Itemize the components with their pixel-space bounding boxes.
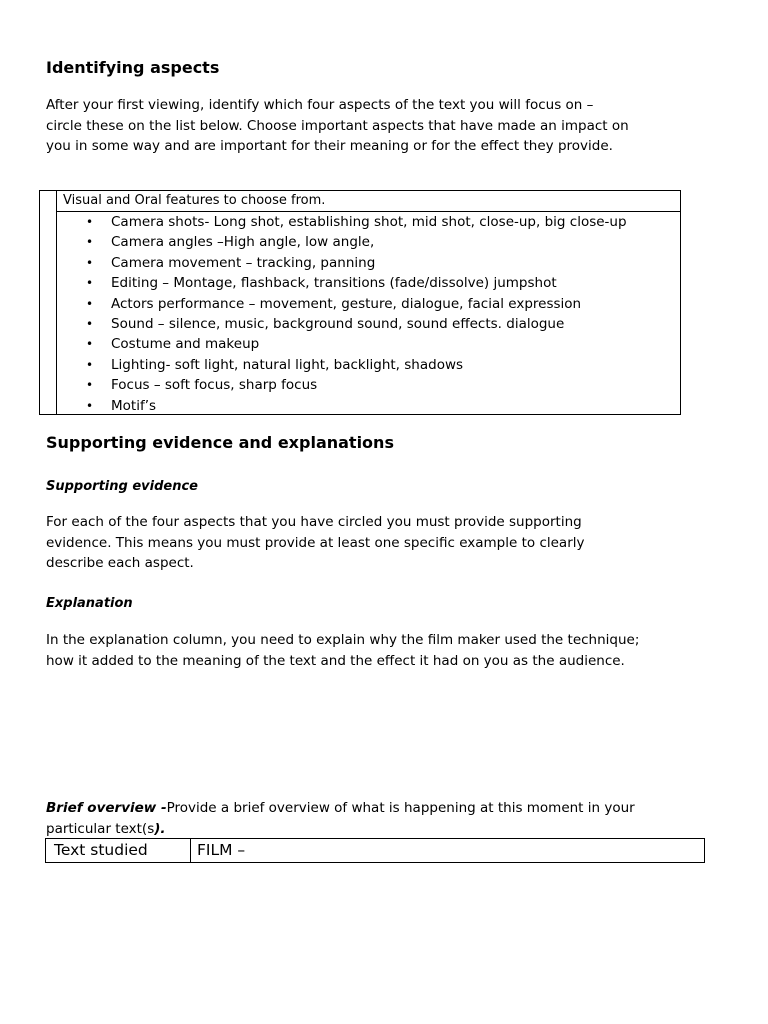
- bullet-icon: •: [86, 255, 94, 270]
- features-table-header: Visual and Oral features to choose from.: [57, 191, 680, 212]
- features-table-left-column: [40, 191, 57, 414]
- text-studied-table: [45, 838, 705, 863]
- explanation-paragraph: [46, 630, 639, 671]
- heading-supporting-evidence-explanations: Supporting evidence and explanations: [46, 433, 394, 452]
- bullet-icon: •: [86, 357, 94, 372]
- list-item-text: Costume and makeup: [111, 336, 260, 353]
- list-item-text: Sound – silence, music, background sound, sound effects. dialogue: [111, 315, 565, 332]
- brief-overview-text: Provide a brief overview of what is happening at this moment in your: [166, 800, 635, 816]
- list-item-text: Actors performance – movement, gesture, dialogue, facial expression: [111, 295, 582, 312]
- evidence-line: describe each aspect.: [46, 555, 194, 571]
- bullet-icon: •: [86, 215, 94, 229]
- intro-line: circle these on the list below. Choose important aspects that have made an impact on: [46, 117, 629, 134]
- brief-overview-end: ).: [154, 820, 166, 837]
- list-item: [57, 355, 680, 375]
- evidence-line: For each of the four aspects that you have circled you must provide supporting: [46, 514, 582, 530]
- list-item-text: Lighting- soft light, natural light, backlight, shadows: [111, 356, 464, 373]
- list-item-text: Focus – soft focus, sharp focus: [111, 377, 318, 394]
- list-item: [57, 396, 680, 416]
- list-item: [57, 232, 680, 252]
- list-item: [57, 253, 680, 273]
- bullet-icon: •: [86, 235, 94, 250]
- bullet-icon: •: [86, 316, 94, 331]
- list-item-text: Editing – Montage, flashback, transitions (fade/dissolve) jumpshot: [111, 275, 557, 292]
- brief-overview-dash: -: [156, 800, 167, 816]
- list-item-text: Camera movement – tracking, panning: [111, 254, 376, 271]
- features-list: [57, 212, 680, 416]
- evidence-paragraph: [46, 512, 584, 574]
- subheading-explanation: Explanation: [46, 596, 133, 611]
- heading-identifying-aspects: Identifying aspects: [46, 58, 220, 77]
- features-table: [39, 190, 681, 415]
- bullet-icon: •: [86, 378, 94, 393]
- brief-overview-text: particular text(s: [46, 820, 155, 837]
- text-studied-value: FILM –: [197, 841, 246, 859]
- evidence-line: evidence. This means you must provide at least one specific example to clearly: [46, 534, 585, 551]
- bullet-icon: •: [86, 337, 94, 352]
- list-item-text: Camera angles –High angle, low angle,: [111, 234, 375, 251]
- bullet-icon: •: [86, 398, 94, 413]
- intro-line: you in some way and are important for their meaning or for the effect they provide.: [46, 138, 613, 154]
- bullet-icon: •: [86, 276, 94, 291]
- list-item: [57, 273, 680, 293]
- brief-overview: [46, 798, 635, 839]
- list-item: [57, 375, 680, 395]
- explanation-line: In the explanation column, you need to explain why the film maker used the technique;: [46, 632, 640, 648]
- list-item: [57, 314, 680, 334]
- brief-overview-label: Brief overview: [46, 800, 157, 816]
- list-item-text: Motif’s: [111, 397, 157, 414]
- explanation-line: how it added to the meaning of the text and the effect it had on you as the audience.: [46, 652, 625, 669]
- intro-paragraph: [46, 95, 629, 157]
- subheading-supporting-evidence: Supporting evidence: [46, 479, 198, 494]
- list-item-text: Camera shots- Long shot, establishing shot, mid shot, close-up, big close-up: [111, 214, 627, 230]
- intro-line: After your first viewing, identify which four aspects of the text you will focus on –: [46, 97, 594, 113]
- list-item: [57, 294, 680, 314]
- list-item: [57, 212, 680, 232]
- bullet-icon: •: [86, 296, 94, 311]
- list-item: [57, 334, 680, 354]
- text-studied-label: Text studied: [46, 839, 191, 862]
